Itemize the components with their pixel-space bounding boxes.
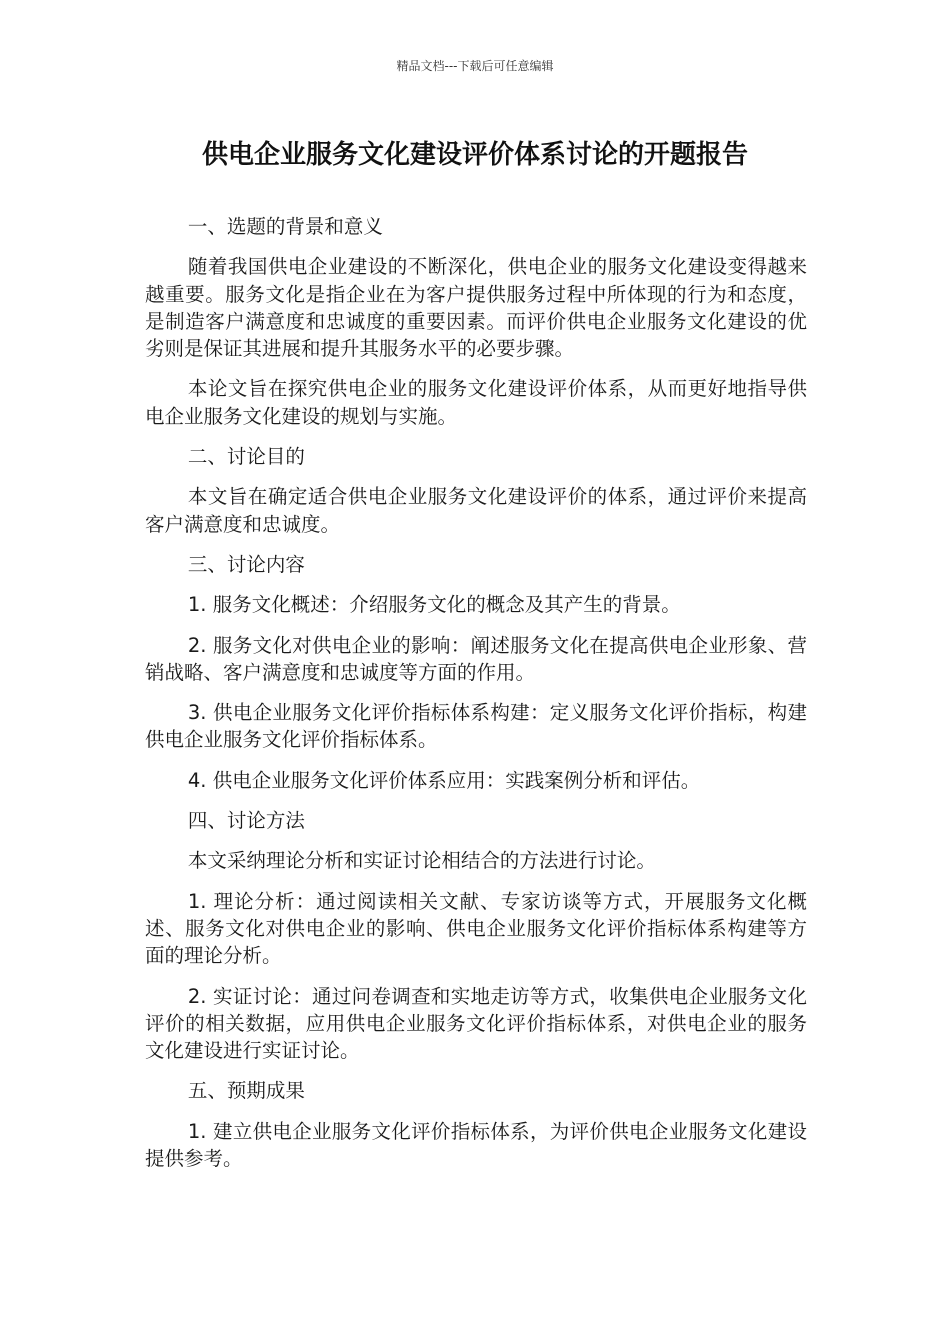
method-item-2: 2. 实证讨论：通过问卷调查和实地走访等方式，收集供电企业服务文化评价的相关数据，应用供电企业服务文化评价指标体系，对供电企业的服务文化建设进行实证讨论。 — [145, 984, 807, 1063]
content-item-1: 1. 服务文化概述：介绍服务文化的概念及其产生的背景。 — [187, 593, 681, 617]
content-item-4: 4. 供电企业服务文化评价体系应用：实践案例分析和评估。 — [187, 768, 701, 792]
paragraph-method: 本文采纳理论分析和实证讨论相结合的方法进行讨论。 — [187, 849, 656, 873]
method-item-1: 1. 理论分析：通过阅读相关文献、专家访谈等方式，开展服务文化概述、服务文化对供电企业的影响、供电企业服务文化评价指标体系构建等方面的理论分析。 — [145, 889, 807, 968]
document-body — [145, 213, 807, 1185]
content-item-3: 3. 供电企业服务文化评价指标体系构建：定义服务文化评价指标，构建供电企业服务文化评价指标体系。 — [145, 701, 807, 752]
section-heading-purpose: 二、讨论目的 — [187, 445, 305, 469]
header-note: 精品文档---下载后可任意编辑 — [396, 59, 554, 73]
document-title: 供电企业服务文化建设评价体系讨论的开题报告 — [201, 140, 748, 170]
content-item-2: 2. 服务文化对供电企业的影响：阐述服务文化在提高供电企业形象、营销战略、客户满意度和忠诚度等方面的作用。 — [145, 633, 807, 684]
paragraph-purpose: 本文旨在确定适合供电企业服务文化建设评价的体系，通过评价来提高客户满意度和忠诚度。 — [145, 485, 807, 536]
section-heading-results: 五、预期成果 — [187, 1079, 305, 1103]
paragraph-aim: 本论文旨在探究供电企业的服务文化建设评价体系，从而更好地指导供电企业服务文化建设的规划与实施。 — [145, 377, 807, 428]
section-heading-content: 三、讨论内容 — [187, 552, 305, 576]
section-heading-background: 一、选题的背景和意义 — [187, 215, 383, 238]
section-heading-method: 四、讨论方法 — [187, 809, 305, 833]
results-item-1: 1. 建立供电企业服务文化评价指标体系，为评价供电企业服务文化建设提供参考。 — [145, 1119, 807, 1171]
paragraph-background: 随着我国供电企业建设的不断深化，供电企业的服务文化建设变得越来越重要。服务文化是指企业在为客户提供服务过程中所体现的行为和态度，是制造客户满意度和忠诚度的重要因素。而评价供电企业服务文化建设的优劣则是保证其进展和提升其服务水平的必要步骤。 — [145, 255, 807, 361]
